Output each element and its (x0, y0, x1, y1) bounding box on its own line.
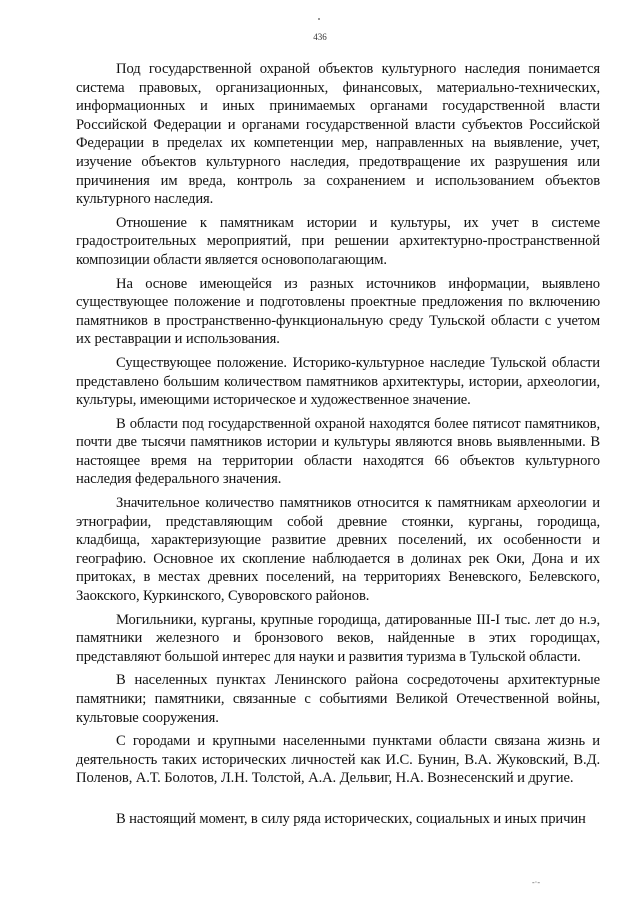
body-text (76, 60, 600, 834)
paragraph: Существующее положение. Историко-культурное наследие Тульской области представлено большим количеством памятников архитектуры, истории, археологии, культуры, имеющими историческое и художественное значение. (76, 354, 600, 409)
paragraph: Под государственной охраной объектов культурного наследия понимается система правовых, организационных, финансовых, материально-технических, информационных и иных принимаемых органами государственной власти Российской Федерации и органами государственной власти субъектов Российской Федерации в пределах их компетенции мер, направленных на выявление, учет, изучение объектов культурного наследия, предотвращение их разрушения или причинения им вреда, контроль за сохранением и использованием объектов культурного наследия. (76, 61, 600, 208)
paragraph: С городами и крупными населенными пунктами области связана жизнь и деятельность таких исторических личностей как И.С. Бунин, В.А. Жуковский, В.Д. Поленов, А.Т. Болотов, Л.Н. Толстой, А.А. Дельвиг, Н.А. Вознесенский и другие. (76, 733, 600, 787)
paragraph: В области под государственной охраной находятся более пятисот памятников, почти две тысячи памятников истории и культуры являются вновь выявленными. В настоящее время на территории области находятся 66 объектов культурного наследия федерального значения. (76, 415, 600, 488)
paragraph: Отношение к памятникам истории и культуры, их учет в системе градостроительных мероприятий, при решении архитектурно-пространственной композиции области является основополагающим. (76, 214, 600, 268)
page-number: 436 (313, 32, 327, 42)
paragraph: Могильники, курганы, крупные городища, датированные III-I тыс. лет до н.э, памятники железного и бронзового веков, найденные в этих городищах, представляют большой интерес для науки и развития туризма в Тульской области. (76, 611, 600, 665)
scan-dot (318, 18, 320, 20)
paragraph: В населенных пунктах Ленинского района сосредоточены архитектурные памятники; памятники, связанные с событиями Великой Отечественной войны, культовые сооружения. (76, 672, 600, 726)
footer-mark: -·- (532, 878, 540, 887)
paragraph: На основе имеющейся из разных источников информации, выявлено существующее положение и подготовлены проектные предложения по включению памятников в пространственно-функциональную среду Тульской области с учетом их реставрации и использования. (76, 275, 600, 348)
paragraph: В настоящий момент, в силу ряда исторических, социальных и иных причин (116, 810, 586, 827)
paragraph: Значительное количество памятников относится к памятникам археологии и этнографии, представляющим собой древние стоянки, курганы, городища, кладбища, характеризующие развитие древних поселений, их особенности и географию. Основное их скопление наблюдается в долинах рек Оки, Дона и их притоках, в местах древних поселений, на территориях Веневского, Белевского, Заокского, Куркинского, Суворовского районов. (76, 495, 600, 605)
